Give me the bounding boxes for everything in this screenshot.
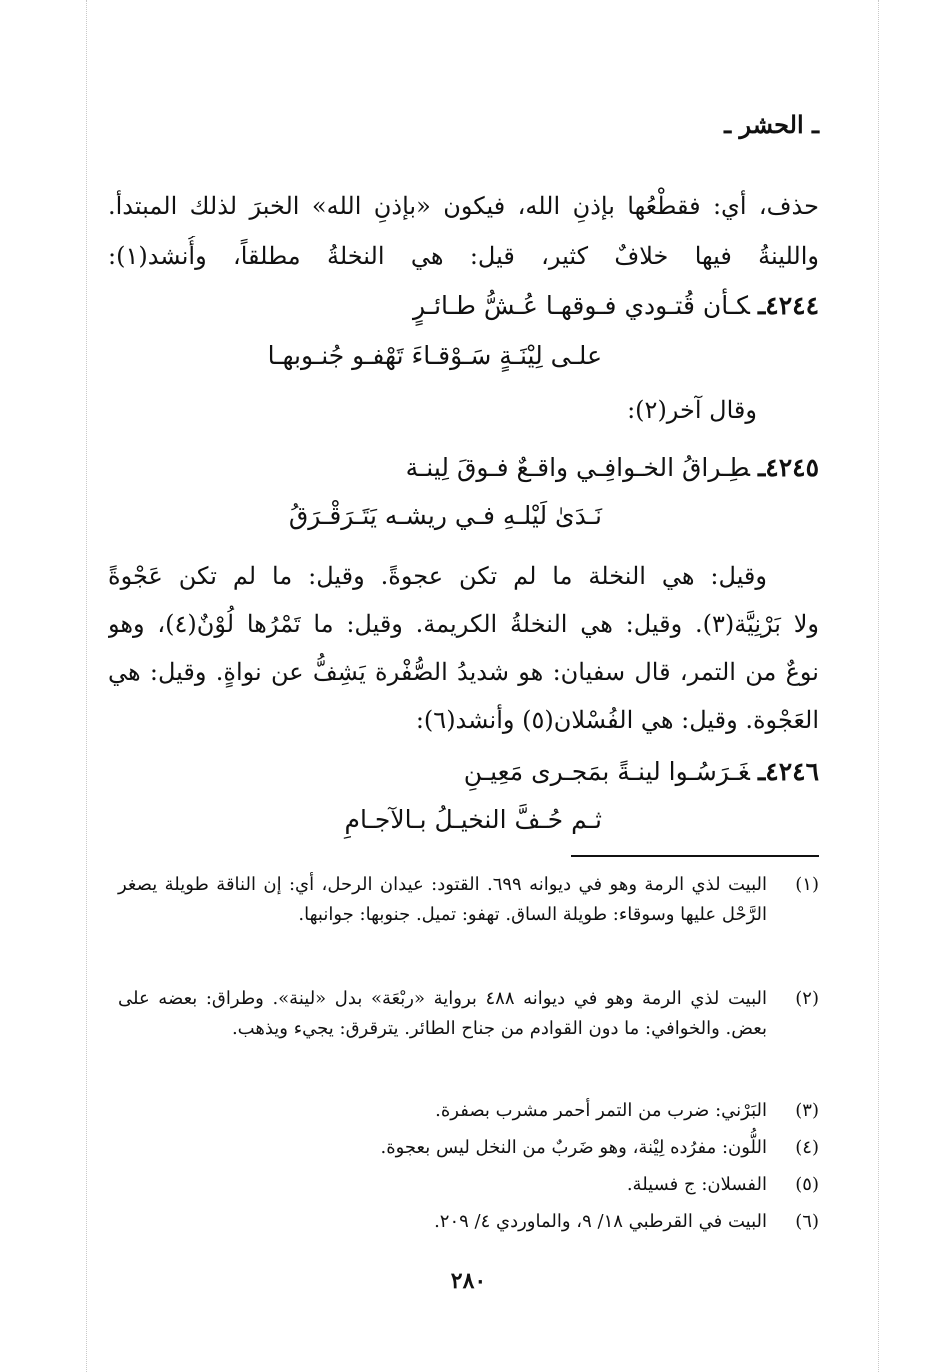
footnote xyxy=(118,1133,819,1163)
footnote-text: البيت لذي الرمة وهو في ديوانه ٦٩٩. القتود: عيدان الرحل، أي: إن الناقة طويلة يصغر الرَّحْل عليها وسوقاء: طويلة الساق. تهفو: تميل. جنوبها: جوانبها. xyxy=(118,874,767,925)
footnote-text: البَرْني: ضرب من التمر أحمر مشرب بصفرة. xyxy=(435,1100,767,1121)
verse-text: طِـراقُ الخـوافِـي واقـعٌ فـوقَ لِينـة xyxy=(405,453,750,482)
footnote-text: اللُّون: مفرُده لِيْنة، وهو ضَربٌ من النخل ليس بعجوة. xyxy=(380,1137,767,1158)
page-number: ٢٨٠ xyxy=(450,1268,487,1294)
footnote-text: البيت في القرطبي ١٨/ ٩، والماوردي ٤/ ٢٠٩. xyxy=(434,1211,767,1232)
body-line: ولا بَرْنِيَّة(٣). وقيل: هي النخلةُ الكريمة. وقيل: ما تَمْرُها لُوْنٌ(٤)، وهو xyxy=(108,610,819,638)
verse-second-hemistich: ثـم حُـفَّ النخيـلُ بـالآجـامِ xyxy=(344,805,602,834)
verse-second-hemistich: علـى لِيْنَـةٍ سَـوْقـاءَ تَهْفـو جُنـوبهـا xyxy=(267,341,602,370)
footnote xyxy=(118,870,819,930)
body-line: واللينةُ فيها خلافٌ كثير، قيل: هي النخلةُ مطلقاً، وأُنشد(١): xyxy=(108,242,819,270)
verse-number: ٤٢٤٤ـ xyxy=(757,291,819,320)
footnote-text: البيت لذي الرمة وهو في ديوانه ٤٨٨ برواية «ربْعَة» بدل «لينة». وطراق: بعضه على بعض. والخوافي: ما دون القوادم من جناح الطائر. يترقرق: يجيء ويذهب. xyxy=(118,988,767,1039)
footnote xyxy=(118,984,819,1044)
footnote xyxy=(118,1170,819,1200)
verse-first-hemistich xyxy=(406,448,819,488)
verse-first-hemistich xyxy=(464,752,819,792)
footnote-separator xyxy=(571,855,819,857)
body-line: نوعٌ من التمر، قال سفيان: هو شديدُ الصُّفْرة يَشِفُّ عن نواةٍ. وقيل: هي xyxy=(108,658,819,686)
footnote-number: (٤) xyxy=(795,1137,819,1158)
verse-text: كـأن قُتـودي فـوقهـا عُـشُّ طـائـرٍ xyxy=(412,291,750,320)
verse-text: غَـرَسُـوا لينـةً بمَجـرى مَعِيـنِ xyxy=(463,757,750,786)
footnote-number: (٥) xyxy=(795,1174,819,1195)
footnote-number: (٢) xyxy=(795,988,819,1009)
footnote-number: (٦) xyxy=(795,1211,819,1232)
verse-number: ٤٢٤٥ـ xyxy=(757,453,819,482)
footnote-number: (٣) xyxy=(795,1100,819,1121)
footnote xyxy=(118,1096,819,1126)
footnote xyxy=(118,1207,819,1237)
body-line: العَجْوة. وقيل: هي الفُسْلان(٥) وأنشد(٦): xyxy=(415,706,819,734)
body-line: حذف، أي: فقطْعُها بإذنِ الله، فيكون «بإذنِ الله» الخبرَ لذلك المبتدأ. xyxy=(108,192,819,220)
body-line: وقال آخر(٢): xyxy=(627,396,757,424)
margin-guide-right xyxy=(878,0,879,1372)
footnote-number: (١) xyxy=(795,874,819,895)
footnote-text: الفسلان: ج فسيلة. xyxy=(626,1174,767,1195)
verse-first-hemistich xyxy=(413,286,819,326)
verse-number: ٤٢٤٦ـ xyxy=(757,757,819,786)
verse-second-hemistich: نَـدَىٰ لَيْلـهِ فـي ريشـه يَتَـرَقْـرَقُ xyxy=(288,501,602,530)
running-header: ـ الحشر ـ xyxy=(724,110,819,139)
margin-guide-left xyxy=(86,0,87,1372)
body-line: وقيل: هي النخلة ما لم تكن عجوةً. وقيل: ما لم تكن عَجْوةً xyxy=(108,562,767,590)
